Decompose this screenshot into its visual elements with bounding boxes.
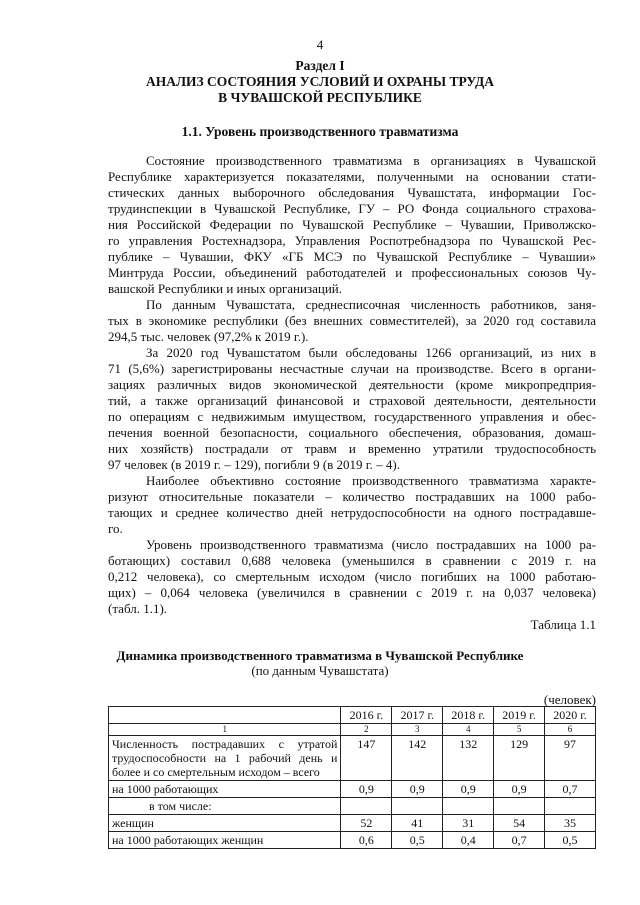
- p1-line: Минтруда России, объединений работодателей и профессиональных союзов Чу-: [108, 265, 596, 280]
- row-value: 35: [545, 815, 596, 832]
- row-value: [494, 798, 545, 815]
- table-title: Динамика производственного травматизма в Чувашской Республике: [116, 648, 524, 663]
- row-value: 0,5: [392, 832, 443, 849]
- row-value: 0,4: [443, 832, 494, 849]
- p1-line: го управления Ростехнадзора, Управления Роспотребнадзора по Чувашской Рес-: [108, 233, 596, 248]
- p1-line: вашской Республики и иных организаций.: [108, 281, 342, 296]
- table-row: [109, 781, 596, 798]
- row-value: [392, 798, 443, 815]
- p1-line: ния Российской Федерации по Чувашской Республике – Чувашии, Приволжско-: [108, 217, 596, 232]
- p3-line: 97 человек (в 2019 г. – 129), погибли 9 (в 2019 г. – 4).: [108, 457, 400, 472]
- subsection-heading: 1.1. Уровень производственного травматизма: [181, 124, 459, 139]
- row-value: 52: [341, 815, 392, 832]
- table-unit: (человек): [543, 692, 596, 707]
- paragraph-1: [108, 153, 596, 297]
- p3-line: 71 (5,6%) зарегистрированы несчастные случаи на производстве. Всего в органи-: [108, 361, 596, 376]
- p5-line: щих) – 0,064 человека (увеличился в сравнении с 2019 г. на 0,037 человека): [108, 585, 596, 600]
- p1-line: трудинспекции в Чувашской Республике, ГУ – РО Фонда социального страхова-: [108, 201, 596, 216]
- row-value: 147: [341, 736, 392, 781]
- p2-line: тых в экономике республики (без внешних совместителей), за 2020 год составила: [108, 313, 596, 328]
- p4-line: тающих и среднее количество дней нетрудоспособности на одного пострадавше-: [108, 505, 596, 520]
- section-label: Раздел I: [295, 58, 345, 73]
- row-value: 132: [443, 736, 494, 781]
- p4-line: Наиболее объективно состояние производственного травматизма характе-: [146, 473, 596, 488]
- p4-line: ризуют относительные показатели – количество пострадавших на 1000 рабо-: [108, 489, 596, 504]
- row-value: 0,9: [494, 781, 545, 798]
- column-number-row: [109, 724, 596, 736]
- column-number-4: 4: [443, 724, 494, 736]
- row-value: 97: [545, 736, 596, 781]
- paragraph-2: [108, 297, 596, 345]
- paragraph-5: [108, 537, 596, 617]
- p5-line: Уровень производственного травматизма (число пострадавших на 1000 ра-: [146, 537, 596, 552]
- p3-line: них хозяйств) пострадали от травм и временно утратили трудоспособность: [108, 441, 596, 456]
- row-label: на 1000 работающих женщин: [109, 832, 341, 849]
- p3-line: печения военной безопасности, социального обеспечения, образования, домаш-: [108, 425, 596, 440]
- p5-line: (табл. 1.1).: [108, 601, 168, 616]
- column-number-1: 1: [109, 724, 341, 736]
- p2-line: 294,5 тыс. человек (97,2% к 2019 г.).: [108, 329, 309, 344]
- row-label: в том числе:: [109, 798, 341, 815]
- row-label: Численность пострадавших с утратой трудоспособности на 1 рабочий день и более и со смертельным исходом – всего: [109, 736, 341, 781]
- p1-line: публике – Чувашии, ФКУ «ГБ МСЭ по Чувашской Республике – Чувашии»: [108, 249, 596, 264]
- header-year-2016: 2016 г.: [341, 707, 392, 724]
- p5-line: 0,212 человека), со смертельным исходом (число погибших на 1000 работаю-: [108, 569, 596, 584]
- header-year-2017: 2017 г.: [392, 707, 443, 724]
- p3-line: тий, а также организаций финансовой и страховой деятельности, деятельности: [108, 393, 596, 408]
- row-label: женщин: [109, 815, 341, 832]
- row-value: [341, 798, 392, 815]
- p3-line: зациях различных видов экономической деятельности (кроме микропредприя-: [108, 377, 596, 392]
- row-value: 0,9: [443, 781, 494, 798]
- table-row: [109, 832, 596, 849]
- paragraph-3: [108, 345, 596, 473]
- table-header-row: [109, 707, 596, 724]
- row-value: 54: [494, 815, 545, 832]
- row-value: 0,9: [341, 781, 392, 798]
- header-empty-cell: [109, 707, 341, 724]
- table-subtitle: (по данным Чувашстата): [251, 663, 389, 678]
- section-title-line-2: В ЧУВАШСКОЙ РЕСПУБЛИКЕ: [218, 90, 422, 105]
- row-value: 142: [392, 736, 443, 781]
- row-value: 0,7: [545, 781, 596, 798]
- row-value: 129: [494, 736, 545, 781]
- row-value: [443, 798, 494, 815]
- p3-line: по операциям с недвижимым имуществом, государственного управления и обес-: [108, 409, 596, 424]
- header-year-2018: 2018 г.: [443, 707, 494, 724]
- column-number-3: 3: [392, 724, 443, 736]
- p2-line: По данным Чувашстата, среднесписочная численность работников, заня-: [146, 297, 596, 312]
- table-row: [109, 736, 596, 781]
- injury-dynamics-table: [108, 706, 596, 849]
- row-value: 0,9: [392, 781, 443, 798]
- column-number-2: 2: [341, 724, 392, 736]
- row-label: на 1000 работающих: [109, 781, 341, 798]
- row-value: 41: [392, 815, 443, 832]
- p3-line: За 2020 год Чувашстатом были обследованы 1266 организаций, из них в: [146, 345, 596, 360]
- page-number: 4: [316, 37, 324, 52]
- row-value: 31: [443, 815, 494, 832]
- header-year-2020: 2020 г.: [545, 707, 596, 724]
- table-number: Таблица 1.1: [530, 617, 596, 632]
- p1-line: Республике характеризуется показателями, полученными на основании стати-: [108, 169, 596, 184]
- row-value: 0,6: [341, 832, 392, 849]
- header-year-2019: 2019 г.: [494, 707, 545, 724]
- p1-line: Состояние производственного травматизма в организациях в Чувашской: [146, 153, 596, 168]
- row-value: 0,7: [494, 832, 545, 849]
- p4-line: го.: [108, 521, 123, 536]
- row-value: 0,5: [545, 832, 596, 849]
- p1-line: стических данных выборочного обследования Чувашстата, информации Гос-: [108, 185, 596, 200]
- table-row: [109, 815, 596, 832]
- section-title-line-1: АНАЛИЗ СОСТОЯНИЯ УСЛОВИЙ И ОХРАНЫ ТРУДА: [146, 74, 494, 89]
- paragraph-4: [108, 473, 596, 537]
- column-number-6: 6: [545, 724, 596, 736]
- p5-line: ботающих) составил 0,688 человека (уменьшился в сравнении с 2019 г. на: [108, 553, 596, 568]
- table-row: [109, 798, 596, 815]
- column-number-5: 5: [494, 724, 545, 736]
- row-value: [545, 798, 596, 815]
